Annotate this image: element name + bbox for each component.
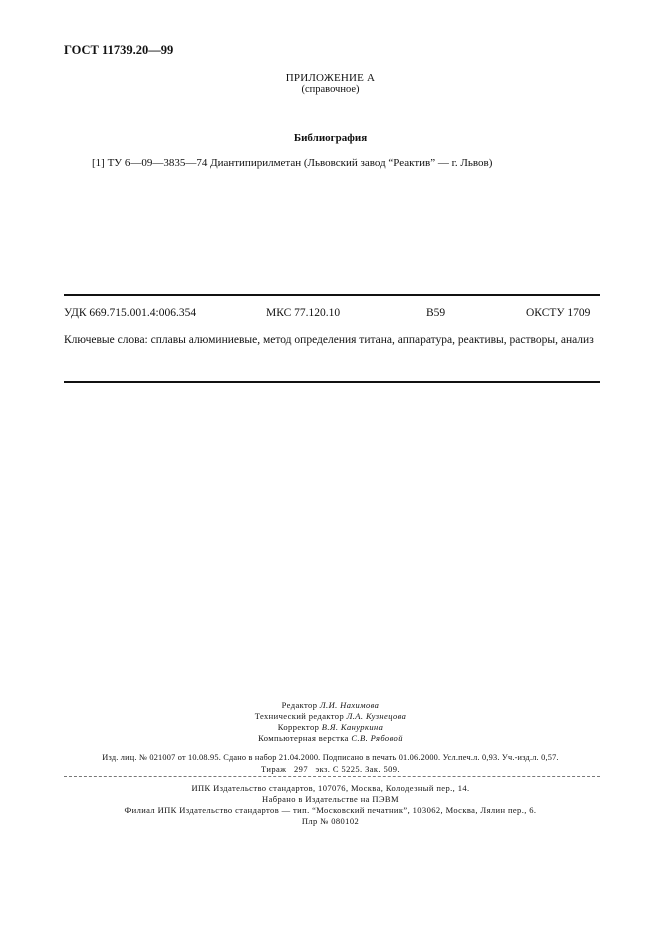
appendix-title: ПРИЛОЖЕНИЕ А (285, 72, 376, 84)
branch-line: Филиал ИПК Издательство стандартов — тип. “Московский печатник”, 103062, Москва, Лялин пер., 6. (124, 805, 537, 815)
mks-code: МКС 77.120.10 (266, 307, 341, 319)
imprint-tech-editor (0, 711, 661, 721)
keywords-text: сплавы алюминиевые, метод определения титана, аппаратура, реактивы, растворы, анализ (150, 334, 594, 346)
standard-code: ГОСТ 11739.20—99 (64, 43, 174, 57)
publication-line-2: Тираж 297 экз. С 5225. Зак. 509. (261, 764, 400, 774)
plr-line: Плр № 080102 (301, 816, 360, 826)
top-divider (64, 294, 600, 296)
bibliography-heading: Библиография (293, 132, 368, 144)
group-code: В59 (426, 307, 446, 319)
keywords (64, 333, 600, 347)
editor-role: Редактор (281, 700, 318, 710)
corrector-role: Корректор (277, 722, 320, 732)
imprint-divider (64, 776, 600, 777)
imprint-corrector (0, 722, 661, 732)
publication-line-1: Изд. лиц. № 021007 от 10.08.95. Сдано в набор 21.04.2000. Подписано в печать 01.06.2000. Усл.печ.л. 0,93. Уч.-изд.л. 0,57. (102, 753, 559, 762)
okstu-code: ОКСТУ 1709 (526, 307, 591, 319)
tech-editor-role: Технический редактор (254, 711, 345, 721)
appendix-note: (справочное) (301, 84, 360, 95)
corrector-name: В.Я. Кануркина (321, 722, 384, 732)
bibliography-entry: [1] ТУ 6—09—3835—74 Диантипирилметан (Львовский завод “Реактив” — г. Львов) (92, 157, 493, 169)
layout-role: Компьютерная верстка (258, 733, 349, 743)
keywords-label: Ключевые слова: (64, 334, 148, 346)
publisher-line: ИПК Издательство стандартов, 107076, Москва, Колодезный пер., 14. (191, 783, 470, 793)
editor-name: Л.И. Нахимова (319, 700, 380, 710)
udk-code: УДК 669.715.001.4:006.354 (64, 307, 197, 319)
imprint-layout (0, 733, 661, 743)
layout-name: С.В. Рябовой (351, 733, 403, 743)
imprint-editor (0, 700, 661, 710)
tech-editor-name: Л.А. Кузнецова (346, 711, 407, 721)
bottom-divider (64, 381, 600, 383)
typeset-line: Набрано в Издательстве на ПЭВМ (262, 794, 399, 804)
